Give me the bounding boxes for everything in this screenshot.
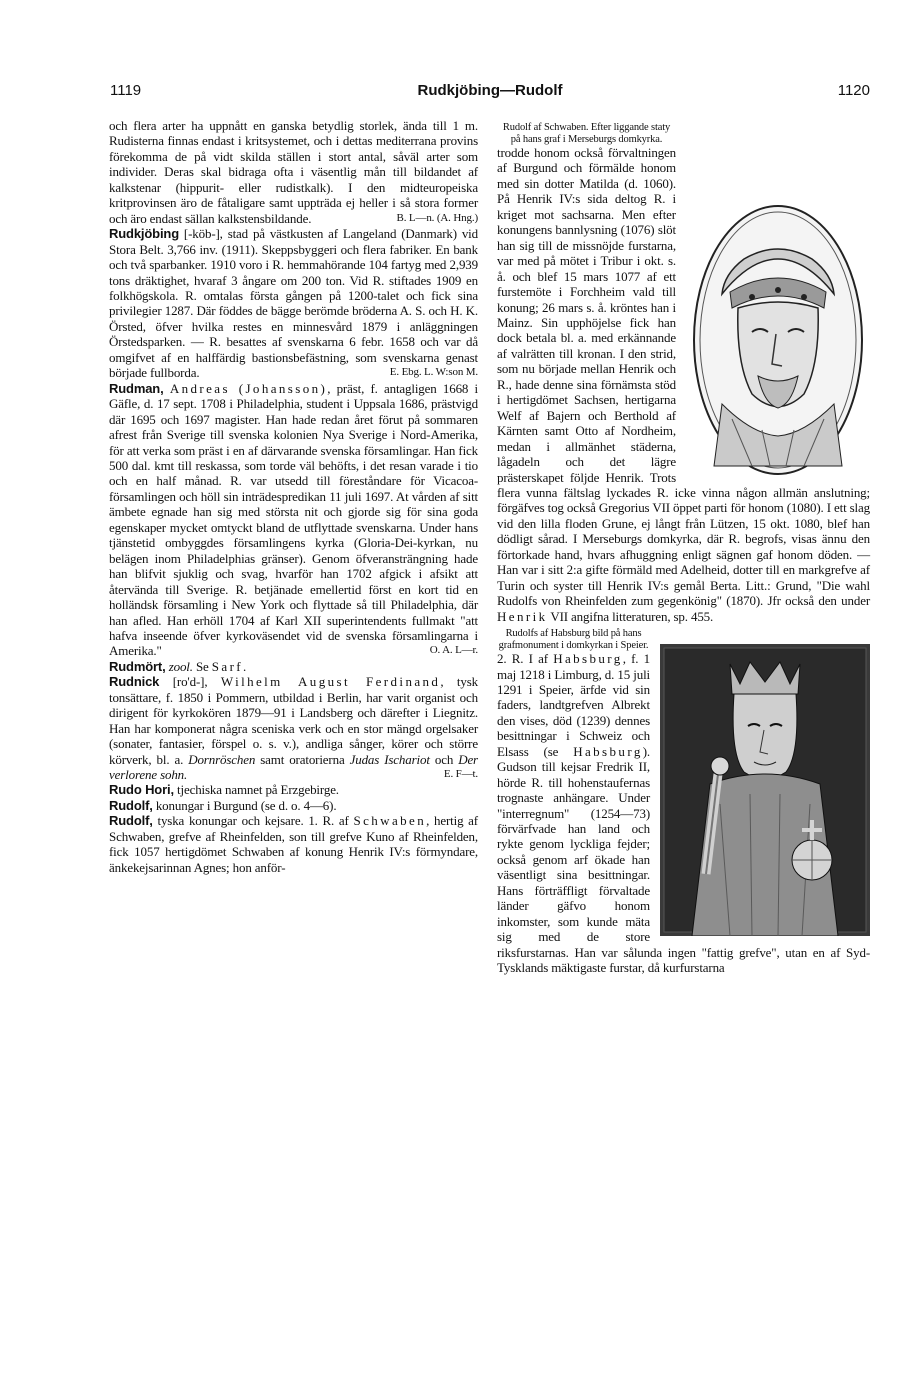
page-header [110,82,870,106]
headword: Rudnick [109,674,160,690]
cross-reference: Sarf. [211,658,249,674]
figure-caption: Rudolfs af Habsburg bild på hans grafmonument i domkyrkan i Speier. [498,628,649,651]
headword: Rudolf, [109,797,153,813]
figure-caption: Rudolf af Schwaben. Efter liggande staty på hans graf i Merseburgs domkyrka. [502,122,671,145]
portrait-rudolf-habsburg-illustration [660,644,870,936]
entry-rudolf-tyska: Rudolf, tyska konungar och kejsare. 1. R. af Schwaben, hertig af Schwaben, grefve af Rheinfelden, son till grefve Kuno af Rheinfelden, fick 1057 hertigdömet Schwaben af konung Henrik IV:s förmyndare, änkekejsarinnan Agnes; hon anför- [109,813,478,875]
headword: Rudolf, [109,813,153,829]
right-page-number: 1120 [837,82,870,99]
entry-rudmort: Rudmört, zool. Se Sarf. [109,658,249,674]
left-page-number: 1119 [110,82,142,99]
signature: E. Ebg. L. W:son M. [389,366,478,379]
signature: O. A. L—r. [429,644,478,657]
signature: B. L—n. (A. Hng.) [396,211,478,224]
entry-rudister-end: och flera arter ha uppnått en ganska betydlig storlek, ända till 1 m. Rudisterna finnas endast i kritsystemet, och i dettas mediterrana provins förekomma de på vidt skilda ställen i stort antal, såväl arter som individer. Deras skal bidraga ofta i väsentlig mån till bildandet af kalkstenar (hippurit- eller rudistkalk). I den midteuropeiska kritprovinsen äro de fåtaligare samt uppträda ej heller i så stora former och äro endast sällan kalkstensbildande. B. L—n. (A. Hng.) [109,118,478,226]
left-column [109,118,478,875]
entry-rudnick: Rudnick [ro'd-], Wilhelm August Ferdinand, tysk tonsättare, f. 1850 i Pommern, utbildad i Berlin, har varit organist och dirigent för kyrkokören 1879—91 i Landsberg och därefter i Liegnitz. Han har komponerat några sceniska verk och en stor mängd orgelsaker (sonater, fantasier, förspel o. s. v.), andliga sånger, körer och större körverk, bl. a. Dornröschen samt oratorierna Judas Ischariot och Der verlorene sohn. E. F—t. [109,674,478,783]
person-name: Wilhelm August Ferdinand [220,674,441,690]
person-name: Andreas (Johansson) [169,380,328,396]
signature: E. F—t. [443,768,478,781]
headword: Rudmört, [109,658,166,674]
entry-rudolf-burgund: Rudolf, konungar i Burgund (se d. o. 4—6). [109,797,337,813]
entry-rudman: Rudman, Andreas (Johansson), präst, f. antagligen 1668 i Gäfle, d. 17 sept. 1708 i Philadelphia, student i Uppsala 1686, prästvigd där 1695 och 1697 magister. Han hade redan året förut på sommaren afrest från Sverige till svenska kolonien Nya Sverige i Nord-Amerika, för att verka som präst i en af därvarande svenska församlingar. Han fick 500 dal. kmt till reskassa, som torde väl behöfts, i det resan varade i tio och en half månad. R. var utsedd till föreståndare för Vicacoa-församlingen och höll sin inträdespredikan 11 juli 1697. At vården af sitt ämbete egnade han sig med största nit och gjorde sig för sina goda egenskaper mycket omtyckt bland de utflyttade svenskarna. Under hans tjänstetid ombyggdes församlingens kyrka (Gloria-Dei-kyrkan, nu belägen inom Philadelphias gränser). Genom öfveransträngning hade han blifvit sjuklig och svag, hvarför han 1702 afgick i afsikt att återvända till Sverige. R. betjänade emellertid först en kort tid en holländsk församling i New York och flyttade så till Philadelphia, där han afled. Han erhöll 1704 af Karl XII superintendents fullmakt "att hafva inseende öfver kyrkoväsendet vid de svenska församlingarna i Amerika." O. A. L—r. [109,380,478,659]
running-title: Rudkjöbing—Rudolf [417,82,563,99]
headword: Rudkjöbing [109,226,179,242]
right-column: Rudolf af Schwaben. Efter liggande staty på hans graf i Merseburgs domkyrka. trodde honom också förvaltningen af Burgund och förmälde honom med sin dotter Matilda (d. 1060). På Henrik IV:s sida deltog R. i kriget mot sachsarna. Men efter konungens bannlysning (1076) slöt han sig till de missnöjde furstarna, var med på mötet i Tribur i okt. s. å. och blef 15 mars 1077 af ett furstemöte i Forchheim vald till konung; 26 mars s. å. kröntes han i Mainz. Sin upphöjelse fick han dock betala bl. a. med erkännande af valrätten till kronan. I den strid, som nu började mellan Henrik och R., hade denne sina förnämsta stöd i hertigdömet Sachsen, hertigarna Welf af Bajern och Berthold af Kärnten samt Otto af Nordheim, medan i allmänhet städerna, lågadeln och det lägre prästerskapet följde Henrik. Trots flera vunna fältslag lyckades R. icke vinna någon allmän anslutning; förgäfves tog också Gregorius VII öppet parti för honom (1080). I ett slag vid den lilla floden Grune, ej långt från Lützen, 15 okt. 1080, blef han dödligt sårad. I Merseburgs domkyrka, där R. begrofs, visas ännu den förtorkade hand, hvars afhuggning enligt sägnen gaf honom döden. — Han var i sitt 2:a gifte förmäld med Adelheid, dotter till en markgrefve af Turin och syster till Henrik IV:s gemål Berta. Litt.: Grund, "Die wahl Rudolfs von Rheinfelden zum gegenkönig" (1870). Jfr också den under Henrik VII angifna litteraturen, sp. 455. Rudolfs af Habsburg bild på hans grafmonument i domkyrkan i Speier. 2. R. I af Habsburg, f. 1 maj 1218 i Limburg, d. 15 juli 1291 i Speier, ärfde vid sin faders, landtgrefven Albrekt den vises, död (1239) dennes besittningar i Schweiz och Elsass (se Habsburg). Gudson till kejsar Fredrik II, hörde R. till hohenstaufernas trognaste anhängare. Under "interregnum" (1254—73) förvärfvade han land och rykte genom lyckliga fejder; också genom arf ökade han väsentligt sina besittningar. Hans förträffligt förvaltade länder gäfvo honom inkomster, som kunde mäta sig med de store riksfurstarnas. Han var sålunda ingen "fattig grefve", utan en af Syd-Tysklands mäktigaste furstar, då kurfurstarna [497,122,870,976]
portrait-rudolf-schwaben-illustration [692,204,864,476]
figure-rudolf-schwaben [686,196,870,476]
headword: Rudo Hori, [109,782,174,798]
entry-rudo-hori: Rudo Hori, tjechiska namnet på Erzgebirge. [109,782,339,798]
figure-rudolf-habsburg [660,644,870,936]
entry-rudkjobing: Rudkjöbing [-köb-], stad på västkusten af Langeland (Danmark) vid Stora Belt. 3,766 inv. (1911). Skeppsbyggeri och flera fabriker. En bank och två sparbanker. 1910 voro i R. hemmahörande 104 fartyg med 2,939 tons dräktighet, hvaraf 3 ångare om 200 ton. Vid R. stiftades 1909 en folkhögskola. R. omtalas första gången på 1200-talet och fick sina privilegier 1287. Där föddes de bägge berömde bröderna A. S. och H. K. Örsted, öfver hvilka restes en minnesvård 1879 i anläggningen Örstedsparken. — R. besattes af svenskarna 6 febr. 1658 och var då omgifvet af en halffärdig bastionsbefästning, som svenskarna genast började fullborda. E. Ebg. L. W:son M. [109,226,478,381]
headword: Rudman, [109,380,164,396]
